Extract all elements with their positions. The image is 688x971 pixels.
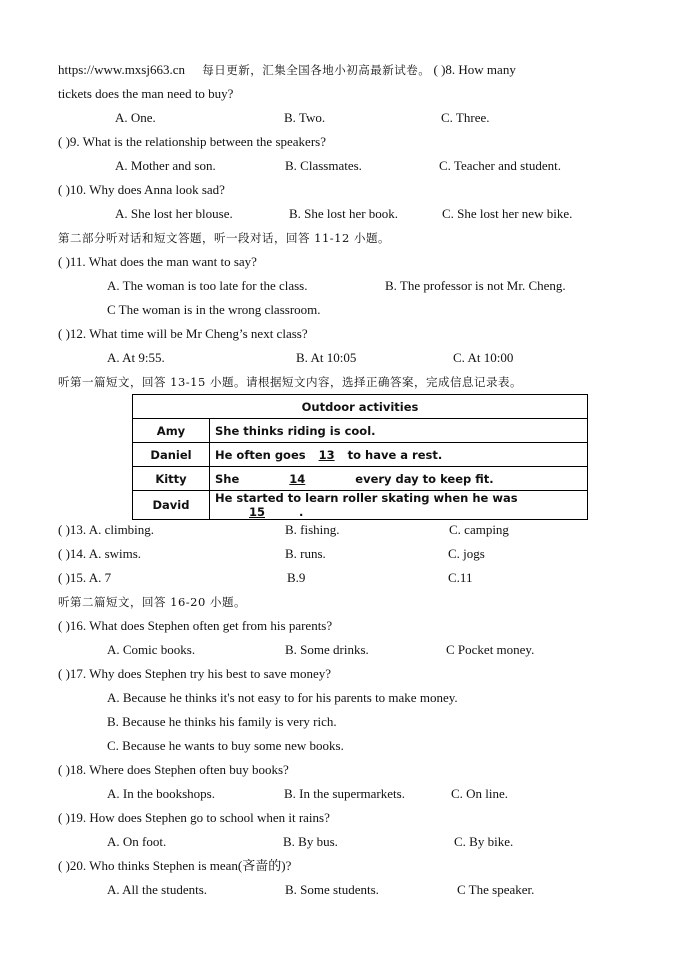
q12-option-c: C. At 10:00 bbox=[453, 350, 514, 365]
source-url[interactable]: https://www.mxsj663.cn bbox=[58, 62, 185, 77]
table-row bbox=[133, 467, 588, 491]
q17-option-a: A. Because he thinks it's not easy to for his parents to make money. bbox=[107, 690, 458, 705]
q16-option-b: B. Some drinks. bbox=[285, 642, 369, 657]
q8-stem-cont: tickets does the man need to buy? bbox=[58, 86, 234, 101]
q10-option-c: C. She lost her new bike. bbox=[442, 206, 573, 221]
q12-option-b: B. At 10:05 bbox=[296, 350, 357, 365]
table-row bbox=[133, 419, 588, 443]
q10-stem: ( )10. Why does Anna look sad? bbox=[58, 182, 225, 197]
q10-option-a: A. She lost her blouse. bbox=[115, 206, 233, 221]
row-text: every day to keep fit. bbox=[355, 471, 494, 486]
row-name: Amy bbox=[133, 419, 210, 443]
q8-option-a: A. One. bbox=[115, 110, 156, 125]
row-text: He started to learn roller skating when he was bbox=[215, 491, 518, 505]
blank-13[interactable]: 13 bbox=[318, 447, 335, 462]
q8-option-b: B. Two. bbox=[284, 110, 326, 125]
q20-stem: ( )20. Who thinks Stephen is mean(吝啬的)? bbox=[58, 858, 292, 873]
passage2-heading: 听第二篇短文，回答 16-20 小题。 bbox=[58, 595, 246, 609]
q19-option-c: C. By bike. bbox=[454, 834, 514, 849]
q14-stem: ( )14. A. swims. bbox=[58, 546, 142, 561]
q18-stem: ( )18. Where does Stephen often buy books? bbox=[58, 762, 289, 777]
q11-stem: ( )11. What does the man want to say? bbox=[58, 254, 257, 269]
row-name: Kitty bbox=[133, 467, 210, 491]
table-row bbox=[133, 491, 588, 520]
q20-option-b: B. Some students. bbox=[285, 882, 379, 897]
q8-paren: ( )8. How many bbox=[433, 62, 516, 77]
activities-table bbox=[132, 394, 588, 520]
q11-option-a: A. The woman is too late for the class. bbox=[107, 278, 308, 293]
q16-option-c: C Pocket money. bbox=[446, 642, 535, 657]
q13-option-b: B. fishing. bbox=[285, 522, 340, 537]
row-text: to have a rest. bbox=[347, 447, 443, 462]
table-row bbox=[133, 443, 588, 467]
blank-15[interactable]: 15 bbox=[248, 505, 265, 519]
row-name: Daniel bbox=[133, 443, 210, 467]
row-info bbox=[210, 467, 588, 491]
q17-option-c: C. Because he wants to buy some new books. bbox=[107, 738, 344, 753]
q16-option-a: A. Comic books. bbox=[107, 642, 196, 657]
row-text: He often goes bbox=[215, 447, 306, 462]
q10-option-b: B. She lost her book. bbox=[289, 206, 399, 221]
q16-stem: ( )16. What does Stephen often get from his parents? bbox=[58, 618, 333, 633]
q18-option-a: A. In the bookshops. bbox=[107, 786, 215, 801]
row-info bbox=[210, 419, 588, 443]
q17-stem: ( )17. Why does Stephen try his best to save money? bbox=[58, 666, 332, 681]
q19-option-a: A. On foot. bbox=[107, 834, 167, 849]
q20-option-c: C The speaker. bbox=[457, 882, 535, 897]
q18-option-b: B. In the supermarkets. bbox=[284, 786, 405, 801]
q8-option-c: C. Three. bbox=[441, 110, 490, 125]
row-text: She bbox=[215, 471, 240, 486]
q14-option-c: C. jogs bbox=[448, 546, 485, 561]
q15-option-b: B.9 bbox=[287, 570, 306, 585]
table-header-row bbox=[133, 395, 588, 419]
q19-stem: ( )19. How does Stephen go to school when it rains? bbox=[58, 810, 330, 825]
row-text: She thinks riding is cool. bbox=[215, 423, 376, 438]
blank-14[interactable]: 14 bbox=[289, 471, 306, 486]
q13-option-c: C. camping bbox=[449, 522, 509, 537]
passage1-heading: 听第一篇短文，回答 13-15 小题。请根据短文内容，选择正确答案，完成信息记录表。 bbox=[58, 375, 522, 389]
q9-stem: ( )9. What is the relationship between the speakers? bbox=[58, 134, 326, 149]
q18-option-c: C. On line. bbox=[451, 786, 509, 801]
update-notice: 每日更新，汇集全国各地小初高最新试卷。 bbox=[202, 63, 431, 77]
row-text: . bbox=[299, 505, 304, 519]
q17-option-b: B. Because he thinks his family is very rich. bbox=[107, 714, 337, 729]
q15-option-c: C.11 bbox=[448, 570, 473, 585]
q19-option-b: B. By bus. bbox=[283, 834, 338, 849]
q9-option-c: C. Teacher and student. bbox=[439, 158, 561, 173]
q11-option-c: C The woman is in the wrong classroom. bbox=[107, 302, 321, 317]
q15-stem: ( )15. A. 7 bbox=[58, 570, 112, 585]
part2-heading: 第二部分听对话和短文答题，听一段对话，回答 11-12 小题。 bbox=[58, 231, 390, 245]
q12-option-a: A. At 9:55. bbox=[107, 350, 165, 365]
row-info bbox=[210, 443, 588, 467]
row-info bbox=[210, 491, 588, 520]
header-line bbox=[58, 62, 516, 78]
q9-option-b: B. Classmates. bbox=[285, 158, 362, 173]
q12-stem: ( )12. What time will be Mr Cheng’s next class? bbox=[58, 326, 308, 341]
q11-option-b: B. The professor is not Mr. Cheng. bbox=[385, 278, 566, 293]
q9-option-a: A. Mother and son. bbox=[115, 158, 216, 173]
q14-option-b: B. runs. bbox=[285, 546, 326, 561]
table-title: Outdoor activities bbox=[133, 395, 588, 419]
q13-stem: ( )13. A. climbing. bbox=[58, 522, 155, 537]
q20-option-a: A. All the students. bbox=[107, 882, 208, 897]
row-name: David bbox=[133, 491, 210, 520]
